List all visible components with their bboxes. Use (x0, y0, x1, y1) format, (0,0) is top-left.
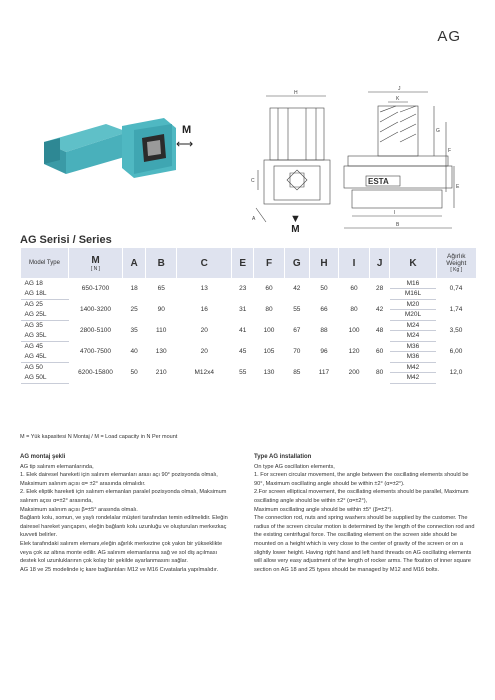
k-cell: M16 (390, 278, 436, 289)
paragraph: 2.For screen elliptical movement, the oscillating elements should be parallel, Maximum oscillating angle should be within ±2° (α=±2°), (254, 489, 469, 504)
g-cell: 67 (293, 327, 301, 334)
a-cell: 40 (130, 348, 138, 355)
m-cell: 4700-7500 (79, 348, 112, 355)
h-cell: 96 (320, 348, 328, 355)
h-cell: 66 (320, 306, 328, 313)
g-cell: 55 (293, 306, 301, 313)
weight-cell: 1,74 (449, 306, 463, 313)
k-cell: M42 (390, 373, 436, 384)
technical-drawing (248, 82, 473, 242)
col-j: J (369, 248, 389, 278)
i-cell: 60 (350, 285, 358, 292)
m-cell: 1400-3200 (79, 306, 112, 313)
col-weight-unit: [ Kg ] (450, 267, 463, 273)
installation-text-tr (20, 453, 234, 574)
weight-cell: 6,00 (449, 348, 463, 355)
table-row (21, 320, 477, 331)
a-cell: 35 (130, 327, 138, 334)
g-cell: 85 (293, 369, 301, 376)
m-cell: 6200-15800 (78, 369, 113, 376)
i-cell: 100 (348, 327, 360, 334)
dim-h-label: H (294, 90, 298, 96)
h-cell: 50 (320, 285, 328, 292)
c-cell: 20 (200, 327, 208, 334)
e-cell: 41 (239, 327, 247, 334)
paragraph: 2. Elek eliptik hareketi için salınım elemanları paralel pozisyonda olmalı, Maksimum salınım açısı α=±2° arasında, (20, 489, 227, 504)
dim-a-label: A (252, 216, 256, 222)
col-c: C (177, 248, 232, 278)
dim-j-label: J (398, 86, 401, 92)
e-cell: 45 (239, 348, 247, 355)
col-k: K (390, 248, 436, 278)
paragraph: 1. Elek dairesel hareketi için salınım elemanları arası açı 90° pozisyonda olmalı, Maksimum salınım açısı α= ±2° arasında olmalıdır. (20, 472, 218, 487)
arrow-down-icon: ▼ (290, 213, 301, 225)
k-cell: M36 (390, 341, 436, 352)
double-arrow-icon: ⟷ (176, 137, 194, 151)
col-f: F (254, 248, 285, 278)
dim-e-label: E (456, 184, 460, 190)
e-cell: 31 (239, 306, 247, 313)
i-cell: 200 (348, 369, 360, 376)
c-cell: 20 (200, 348, 208, 355)
h-cell: 88 (320, 327, 328, 334)
b-cell: 210 (155, 369, 167, 376)
k-cell: M16L (390, 289, 436, 300)
col-m-label: M (91, 254, 100, 266)
dim-k-label: K (396, 96, 400, 102)
j-cell: 80 (376, 369, 384, 376)
a-cell: 50 (130, 369, 138, 376)
e-cell: 55 (239, 369, 247, 376)
f-cell: 100 (263, 327, 275, 334)
installation-text-en (254, 453, 476, 574)
series-title: AG Serisi / Series (20, 234, 112, 246)
b-cell: 130 (155, 348, 167, 355)
paragraph: Maximum oscillating angle should be within ±5° (β=±2°). (254, 506, 393, 513)
f-cell: 80 (265, 306, 273, 313)
dim-c-label: C (251, 178, 255, 184)
b-cell: 65 (157, 285, 165, 292)
paragraph: Elek tarafındaki salınım elemanı,eleğin ağırlık merkezine çok yakın bir yükseklikte veya çok az altına monte edilir. AG salınım elemanlarına sağ ve sol diş açılması destek kol uzunluklarının çok kolay bir şekilde ayarlanmasını sağlar. (20, 540, 223, 565)
table-header-row (21, 248, 477, 278)
g-cell: 42 (293, 285, 301, 292)
dim-i-label: I (394, 210, 396, 216)
col-b: B (146, 248, 177, 278)
k-cell: M24 (390, 320, 436, 331)
specs-table (20, 248, 476, 384)
k-cell: M36 (390, 352, 436, 363)
e-cell: 23 (239, 285, 247, 292)
a-cell: 18 (130, 285, 138, 292)
model-cell: AG 45 (24, 343, 43, 350)
c-cell: M12x4 (194, 369, 214, 376)
dim-f-label: F (448, 148, 452, 154)
installation-title-en: Type AG installation (254, 454, 312, 460)
m-cell: 2800-5100 (79, 327, 112, 334)
model-cell: AG 35 (24, 322, 43, 329)
col-m-unit: [ N ] (90, 265, 101, 272)
paragraph: 1. For screen circular movement, the angle between the oscillating elements should be 90°, Maximum oscillating angle should be within ±2° (α=±2°). (254, 472, 469, 487)
table-row (21, 341, 477, 352)
k-cell: M20L (390, 310, 436, 321)
table-row (21, 299, 477, 310)
paragraph: The connection rod, nuts and spring washers should be supplied by the customer. The radius of the screen circular motion is determined by the length of the connection rod and the existing centrifugal force. The oscillating element on the screen side should be mounted on a height which is very close to the center of gravity of the screen or on a slightly lower height. Having right hand and left hand threads on AG oscillating elements will allow very easy adjustment of the length of rocker arms. The fixation of inner square section on AG 18 and 25 types should be managed by M12 and M16 bolts. (254, 515, 475, 573)
model-cell: AG 25 (24, 301, 43, 308)
weight-cell: 0,74 (449, 285, 463, 292)
motion-label: M (182, 124, 192, 136)
table-footnote: M = Yük kapasitesi N Montaj / M = Load capacity in N Per mount (20, 434, 178, 440)
c-cell: 13 (200, 285, 208, 292)
col-weight (436, 248, 476, 278)
paragraph: AG 18 ve 25 modelinde iç kare bağlantıları M12 ve M16 Cıvatalarla yapılmalıdır. (20, 566, 219, 573)
esta-logo-text: ESTA (368, 177, 389, 186)
brand-logo: AG (437, 28, 461, 45)
k-cell: M42 (390, 362, 436, 373)
col-h: H (309, 248, 338, 278)
i-cell: 80 (350, 306, 358, 313)
j-cell: 48 (376, 327, 384, 334)
col-i: I (339, 248, 370, 278)
paragraph: Maksimum salınım açısı β=±5° arasında olmalı. (20, 506, 138, 513)
model-cell: AG 50L (21, 373, 69, 384)
paragraph: AG tip salınım elemanlarında, (20, 463, 94, 470)
col-m (69, 248, 123, 278)
col-e: E (232, 248, 254, 278)
a-cell: 25 (130, 306, 138, 313)
model-cell: AG 45L (21, 352, 69, 363)
j-cell: 60 (376, 348, 384, 355)
paragraph: On type AG oscillation elements, (254, 463, 335, 470)
table-row (21, 362, 477, 373)
col-model: Model Type (21, 248, 69, 278)
f-cell: 105 (263, 348, 275, 355)
h-cell: 117 (318, 369, 330, 376)
i-cell: 120 (348, 348, 360, 355)
k-cell: M24 (390, 331, 436, 342)
col-weight-label: Ağırlık Weight (446, 253, 467, 267)
load-label: M (291, 224, 300, 235)
j-cell: 42 (376, 306, 384, 313)
model-cell: AG 35L (21, 331, 69, 342)
f-cell: 130 (263, 369, 275, 376)
weight-cell: 12,0 (449, 369, 463, 376)
load-indicator (290, 214, 301, 235)
g-cell: 70 (293, 348, 301, 355)
j-cell: 28 (376, 285, 384, 292)
installation-title-tr: AG montaj şekli (20, 454, 66, 460)
f-cell: 60 (265, 285, 273, 292)
model-cell: AG 18L (21, 289, 69, 300)
model-cell: AG 50 (24, 364, 43, 371)
c-cell: 16 (200, 306, 208, 313)
paragraph: Bağlantı kolu, somun, ve yaylı rondelalar müşteri tarafından temin edilmelidir. Eleğin dairesel hareket yarıçapını, eleğin bağlantı kolu uzunluğu ve oluşturulan merkezkaç kuvveti belirler. (20, 515, 228, 539)
b-cell: 110 (156, 327, 167, 334)
dim-b-label: B (396, 222, 400, 228)
table-row (21, 278, 477, 289)
m-cell: 650-1700 (81, 285, 110, 292)
col-a: A (123, 248, 146, 278)
col-g: G (284, 248, 309, 278)
k-cell: M20 (390, 299, 436, 310)
weight-cell: 3,50 (449, 327, 463, 334)
b-cell: 90 (157, 306, 165, 313)
product-image (36, 112, 186, 190)
model-cell: AG 18 (24, 279, 43, 287)
dim-g-label: G (436, 128, 440, 134)
model-cell: AG 25L (21, 310, 69, 321)
